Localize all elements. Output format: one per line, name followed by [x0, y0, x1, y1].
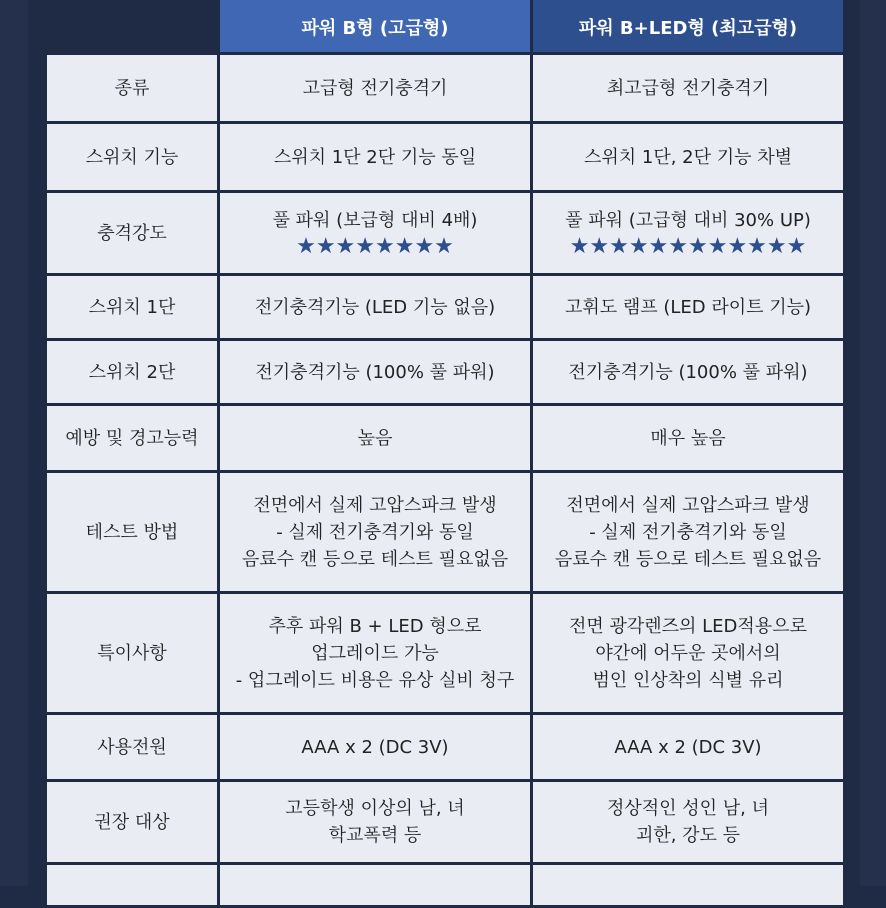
table-row — [47, 341, 843, 403]
cell-power-b — [220, 124, 530, 190]
row-label: 충격강도 — [47, 193, 217, 273]
cell-text-line: 고급형 전기충격기 — [302, 77, 448, 99]
cell-text-line: 범인 인상착의 식별 유리 — [592, 669, 784, 691]
cell-power-b-led — [533, 341, 843, 403]
cell-power-b — [220, 193, 530, 273]
cell-power-b-led — [533, 473, 843, 591]
cell-text-line: AAA x 2 (DC 3V) — [301, 736, 449, 758]
table-row — [47, 406, 843, 470]
cell-text-line: 최고급형 전기충격기 — [606, 77, 770, 99]
table-row — [47, 715, 843, 779]
cell-text-line: - 업그레이드 비용은 유상 실비 청구 — [235, 669, 515, 691]
cell-text-line: 괴한, 강도 등 — [635, 825, 741, 846]
row-label: 사용전원 — [47, 715, 217, 779]
cell-power-b — [220, 55, 530, 121]
cell-text-line: 전기충격기능 (LED 기능 없음) — [254, 296, 496, 318]
cell-text-line: 고휘도 램프 (LED 라이트 기능) — [564, 296, 812, 318]
cell-text-line: 업그레이드 가능 — [311, 642, 439, 664]
header-blank — [47, 0, 217, 52]
cell-power-b-led — [533, 782, 843, 862]
cell-power-b — [220, 594, 530, 712]
table-row — [47, 193, 843, 273]
cell-text-line: 매우 높음 — [650, 427, 726, 449]
cell-text-line: 전기충격기능 (100% 풀 파워) — [255, 361, 495, 383]
cell-text-line: 높음 — [357, 427, 393, 449]
row-label: 스위치 2단 — [47, 341, 217, 403]
table-row-empty — [47, 865, 843, 905]
cell-text-line: 학교폭력 등 — [328, 825, 422, 846]
cell-power-b-led — [533, 55, 843, 121]
header-power-b: 파워 B형 (고급형) — [220, 0, 530, 52]
cell-text-line: 스위치 1단 2단 기능 동일 — [273, 146, 477, 168]
cell-power-b-led — [533, 406, 843, 470]
row-label: 테스트 방법 — [47, 473, 217, 591]
cell-text-line: 전면에서 실제 고압스파크 발생 — [253, 494, 497, 516]
cell-text-line: 야간에 어두운 곳에서의 — [595, 642, 781, 664]
header-row — [47, 0, 843, 52]
star-rating: ★★★★★★★★★★★★ — [569, 233, 807, 259]
left-border — [0, 0, 28, 886]
empty-cell — [220, 865, 530, 905]
cell-power-b-led — [533, 193, 843, 273]
cell-text-line: AAA x 2 (DC 3V) — [614, 736, 762, 758]
cell-power-b-led — [533, 276, 843, 338]
row-label: 스위치 1단 — [47, 276, 217, 338]
cell-text-line: 음료수 캔 등으로 테스트 필요없음 — [554, 548, 822, 570]
row-label: 권장 대상 — [47, 782, 217, 862]
cell-power-b-led — [533, 715, 843, 779]
cell-text-line: 풀 파워 (고급형 대비 30% UP) — [565, 209, 811, 231]
empty-cell — [533, 865, 843, 905]
row-label: 스위치 기능 — [47, 124, 217, 190]
comparison-table — [44, 0, 846, 908]
table-row — [47, 276, 843, 338]
header-power-b-led: 파워 B+LED형 (최고급형) — [533, 0, 843, 52]
cell-power-b — [220, 406, 530, 470]
cell-text-line: 고등학생 이상의 남, 녀 — [285, 798, 465, 819]
cell-power-b — [220, 341, 530, 403]
cell-text-line: 스위치 1단, 2단 기능 차별 — [583, 146, 792, 168]
table-row — [47, 594, 843, 712]
table-row — [47, 124, 843, 190]
row-label: 예방 및 경고능력 — [47, 406, 217, 470]
cell-text-line: 풀 파워 (보급형 대비 4배) — [272, 209, 478, 231]
cell-text-line: 정상적인 성인 남, 녀 — [607, 798, 769, 819]
cell-power-b-led — [533, 124, 843, 190]
cell-text-line: - 실제 전기충격기와 동일 — [589, 521, 787, 543]
cell-power-b — [220, 473, 530, 591]
table-row — [47, 55, 843, 121]
cell-text-line: 전면 광각렌즈의 LED적용으로 — [569, 615, 807, 637]
cell-power-b — [220, 782, 530, 862]
empty-cell — [47, 865, 217, 905]
star-rating: ★★★★★★★★ — [296, 233, 454, 259]
right-border — [860, 0, 886, 886]
cell-power-b — [220, 276, 530, 338]
table-row — [47, 473, 843, 591]
row-label: 종류 — [47, 55, 217, 121]
cell-power-b — [220, 715, 530, 779]
cell-text-line: 음료수 캔 등으로 테스트 필요없음 — [241, 548, 509, 570]
cell-text-line: 전기충격기능 (100% 풀 파워) — [568, 361, 808, 383]
cell-text-line: 전면에서 실제 고압스파크 발생 — [566, 494, 810, 516]
table-row — [47, 782, 843, 862]
cell-text-line: - 실제 전기충격기와 동일 — [276, 521, 474, 543]
row-label: 특이사항 — [47, 594, 217, 712]
cell-text-line: 추후 파워 B + LED 형으로 — [268, 615, 482, 637]
cell-power-b-led — [533, 594, 843, 712]
